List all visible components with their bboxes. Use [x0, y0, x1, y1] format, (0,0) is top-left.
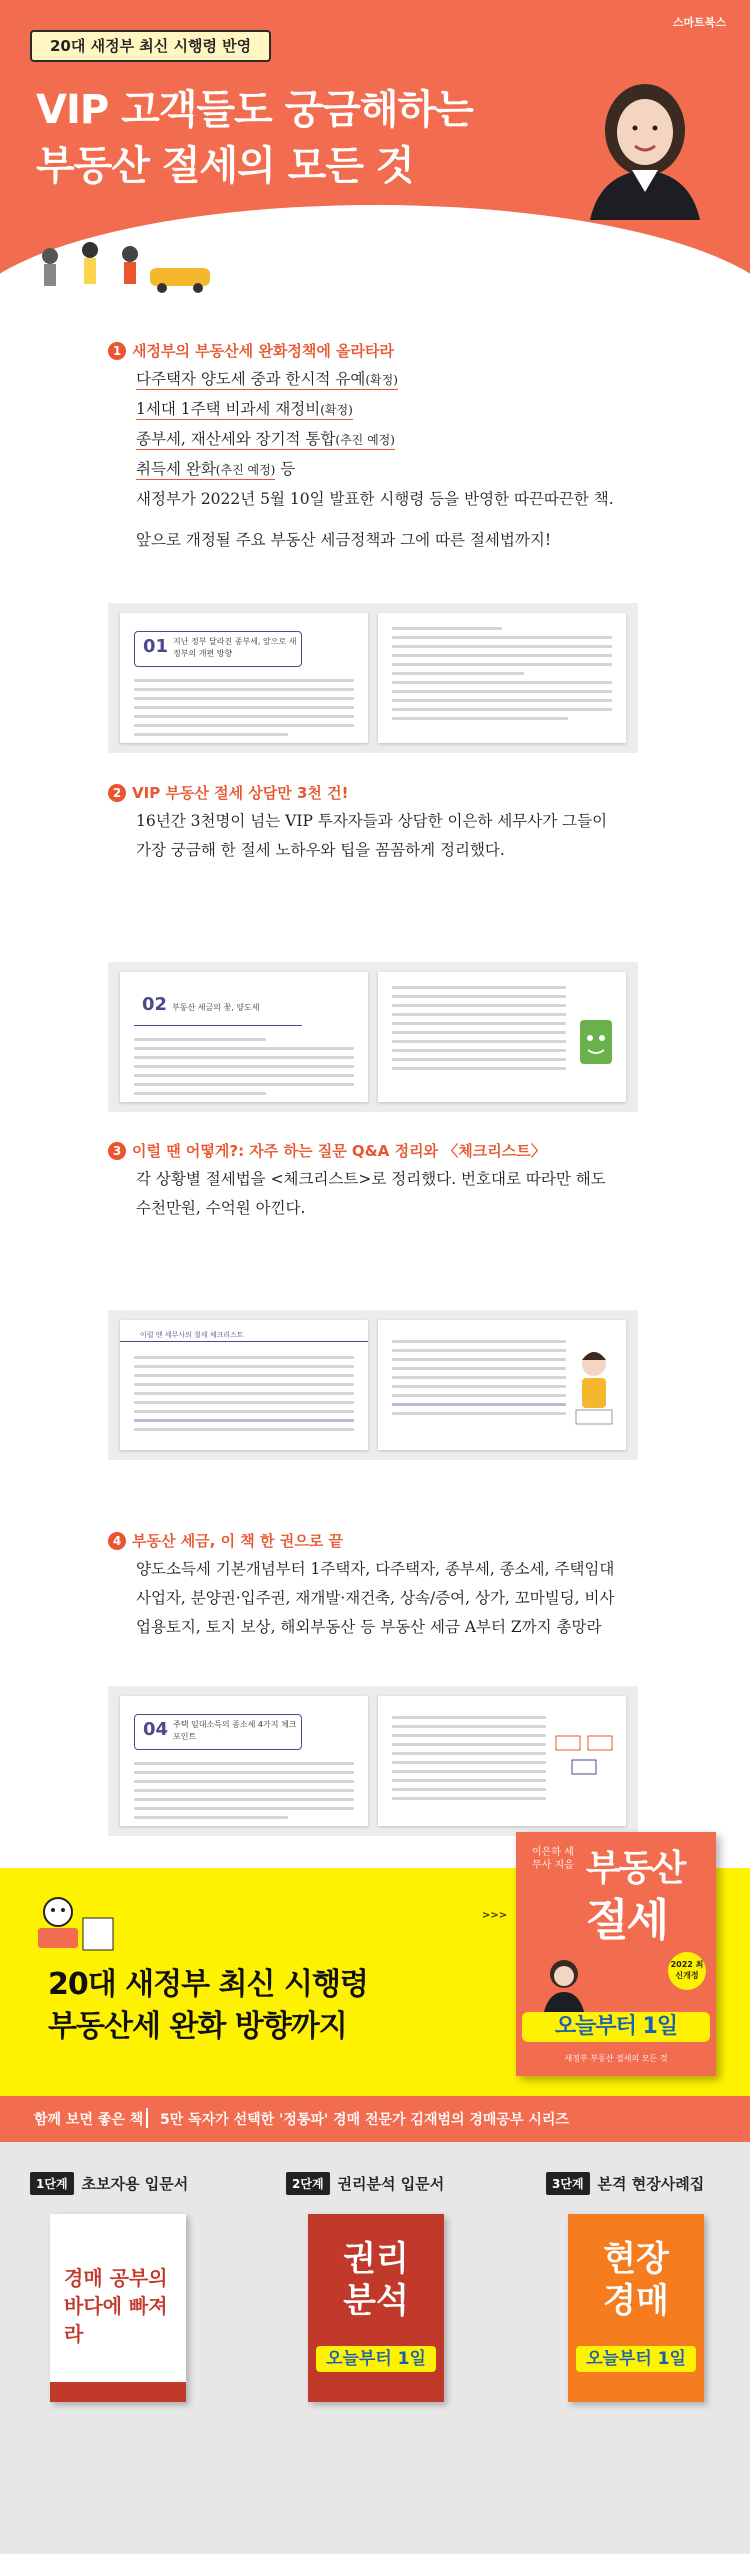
section-paragraph: 각 상황별 절세법을 <체크리스트>로 정리했다. 번호대로 따라만 해도	[136, 1170, 606, 1188]
cartoon-character-icon	[568, 1340, 620, 1428]
update-badge: 20대 새정부 최신 시행령 반영	[30, 30, 271, 62]
banner-title-line1: 20대 새정부 최신 시행령	[48, 1967, 368, 2002]
section-paragraph: 양도소득세 기본개념부터 1주택자, 다주택자, 종부세, 종소세, 주택임대	[136, 1560, 615, 1578]
chapter-box	[134, 631, 302, 667]
section-4-heading	[108, 1530, 668, 1551]
section-number: 1	[108, 342, 126, 360]
section-paragraph: 새정부가 2022년 5월 10일 발표한 시행령 등을 반영한 따끈따끈한 책.	[136, 490, 614, 508]
book-slogan-bar: 오늘부터 1일	[522, 2012, 710, 2042]
book-cover	[568, 2214, 704, 2402]
policy-note: (추진 예정)	[215, 463, 276, 477]
arrows-icon: >>>	[482, 1910, 508, 1921]
section-2-heading	[108, 782, 668, 803]
series-books	[0, 2142, 750, 2554]
policy-line: 종부세, 재산세와 장기적 통합	[136, 430, 336, 448]
step-tag: 1단계	[30, 2172, 74, 2195]
section-heading-text: 부동산 세금, 이 책 한 권으로 끝	[132, 1532, 343, 1550]
series-book-2	[286, 2172, 486, 2369]
section-3-body	[136, 1165, 668, 1223]
hero-title-line2: 부동산 절세의 모든 것	[36, 143, 414, 189]
section-number: 2	[108, 784, 126, 802]
policy-line: 다주택자 양도세 중과 한시적 유예	[136, 370, 366, 388]
book-author: 이은하 세무사 지음	[532, 1847, 574, 1871]
book-cover	[308, 2214, 444, 2402]
preview-right-page	[378, 1696, 626, 1826]
money-character-icon	[574, 1010, 618, 1080]
section-1	[108, 340, 668, 555]
section-paragraph: 사업자, 분양권·입주권, 재개발·재건축, 상속/증여, 상가, 꼬마빌딩, 비사	[136, 1589, 615, 1607]
cover-slogan: 오늘부터 1일	[316, 2346, 436, 2372]
chapter-number: 02	[142, 994, 168, 1015]
section-3-heading	[108, 1140, 668, 1161]
policy-line: 1세대 1주택 비과세 재정비	[136, 400, 321, 418]
preview-left-page	[120, 972, 368, 1102]
recommend-label: 함께 보면 좋은 책	[34, 2112, 144, 2128]
reading-character-icon	[28, 1888, 128, 1958]
book-preview-2	[108, 962, 638, 1112]
chapter-header-line	[120, 1330, 368, 1342]
step-name: 초보자용 입문서	[81, 2175, 189, 2193]
book-title-1: 부동산	[586, 1848, 685, 1889]
section-2-body	[136, 807, 668, 865]
cover-title: 권리 분석	[343, 2239, 409, 2321]
preview-right-page	[378, 613, 626, 743]
preview-left-page	[120, 1696, 368, 1826]
series-book-3	[546, 2172, 746, 2369]
section-heading-text: 이럴 땐 어떻게?: 자주 하는 질문 Q&A 정리와 〈체크리스트〉	[132, 1142, 546, 1160]
policy-tail: 등	[275, 460, 296, 478]
section-1-heading	[108, 340, 668, 361]
banner-title-line2: 부동산세 완화 방향까지	[48, 2009, 347, 2044]
cover-slogan: 오늘부터 1일	[576, 2346, 696, 2372]
section-number: 4	[108, 1532, 126, 1550]
author-photo	[570, 70, 720, 220]
section-number: 3	[108, 1142, 126, 1160]
book-preview-3	[108, 1310, 638, 1460]
book-preview-4	[108, 1686, 638, 1836]
diagram-icon	[552, 1732, 616, 1778]
people-illustration	[30, 228, 220, 298]
hero-header	[0, 0, 750, 300]
chapter-title: 이럴 땐 세무사의 절세 체크리스트	[140, 1331, 244, 1339]
section-paragraph: 16년간 3천명이 넘는 VIP 투자자들과 상담한 이은하 세무사가 그들이	[136, 812, 608, 830]
chapter-title: 주택 임대소득의 종소세 4가지 체크포인트	[173, 1720, 297, 1741]
banner-title	[48, 1964, 368, 2048]
cover-title: 경매 공부의 바다에 빠져라	[64, 2266, 168, 2346]
section-2	[108, 782, 668, 865]
section-heading-text: 새정부의 부동산세 완화정책에 올라타라	[132, 342, 394, 360]
section-4	[108, 1530, 668, 1642]
section-3	[108, 1140, 668, 1223]
chapter-box	[134, 990, 302, 1026]
section-paragraph: 가장 궁금해 한 절세 노하우와 팁을 꼼꼼하게 정리했다.	[136, 841, 505, 859]
preview-left-page	[120, 613, 368, 743]
preview-right-page	[378, 972, 626, 1102]
book-preview-1	[108, 603, 638, 753]
preview-left-page	[120, 1320, 368, 1450]
section-paragraph: 업용토지, 토지 보상, 해외부동산 등 부동산 세금 A부터 Z까지 총망라	[136, 1618, 602, 1636]
chapter-number: 04	[143, 1719, 169, 1740]
section-1-body	[136, 365, 668, 555]
section-4-body	[136, 1555, 668, 1642]
divider	[146, 2108, 148, 2128]
section-heading-text: VIP 부동산 절세 상담만 3천 건!	[132, 784, 349, 802]
chapter-title: 지난 정부 달라진 종부세, 앞으로 새정부의 개편 방향	[173, 637, 297, 658]
chapter-number: 01	[143, 636, 169, 657]
policy-note: (추진 예정)	[335, 433, 395, 447]
recommend-text: 5만 독자가 선택한 '정통파' 경매 전문가 김재범의 경매공부 시리즈	[160, 2112, 569, 2128]
step-tag: 2단계	[286, 2172, 330, 2195]
step-name: 권리분석 입문서	[337, 2175, 445, 2193]
section-paragraph: 앞으로 개정될 주요 부동산 세금정책과 그에 따른 절세법까지!	[136, 531, 552, 549]
recommend-bar	[0, 2096, 750, 2142]
step-label	[286, 2172, 486, 2195]
chapter-box	[134, 1714, 302, 1750]
step-name: 본격 현장사례집	[597, 2175, 705, 2193]
hero-title-line1: VIP 고객들도 궁금해하는	[36, 87, 473, 133]
policy-note: (확정)	[365, 373, 398, 387]
book-title-2: 절세	[586, 1895, 668, 1946]
chapter-title: 부동산 세금의 꽃, 양도세	[172, 1003, 260, 1012]
preview-right-page	[378, 1320, 626, 1450]
policy-note: (확정)	[320, 403, 353, 417]
series-book-1	[30, 2172, 230, 2346]
hero-title	[36, 82, 473, 194]
main-book-cover	[516, 1832, 716, 2076]
publisher-logo: 스마트북스	[672, 16, 726, 29]
step-label	[546, 2172, 746, 2195]
cover-title: 현장 경매	[603, 2239, 669, 2321]
cover-footer	[50, 2382, 186, 2402]
section-paragraph: 수천만원, 수억원 아낀다.	[136, 1199, 306, 1217]
book-subtitle: 새정부 부동산 절세의 모든 것	[564, 2054, 668, 2063]
step-tag: 3단계	[546, 2172, 590, 2195]
edition-badge: 2022 최신개정	[668, 1952, 706, 1990]
policy-line: 취득세 완화	[136, 460, 216, 478]
book-cover	[50, 2214, 186, 2402]
step-label	[30, 2172, 230, 2195]
